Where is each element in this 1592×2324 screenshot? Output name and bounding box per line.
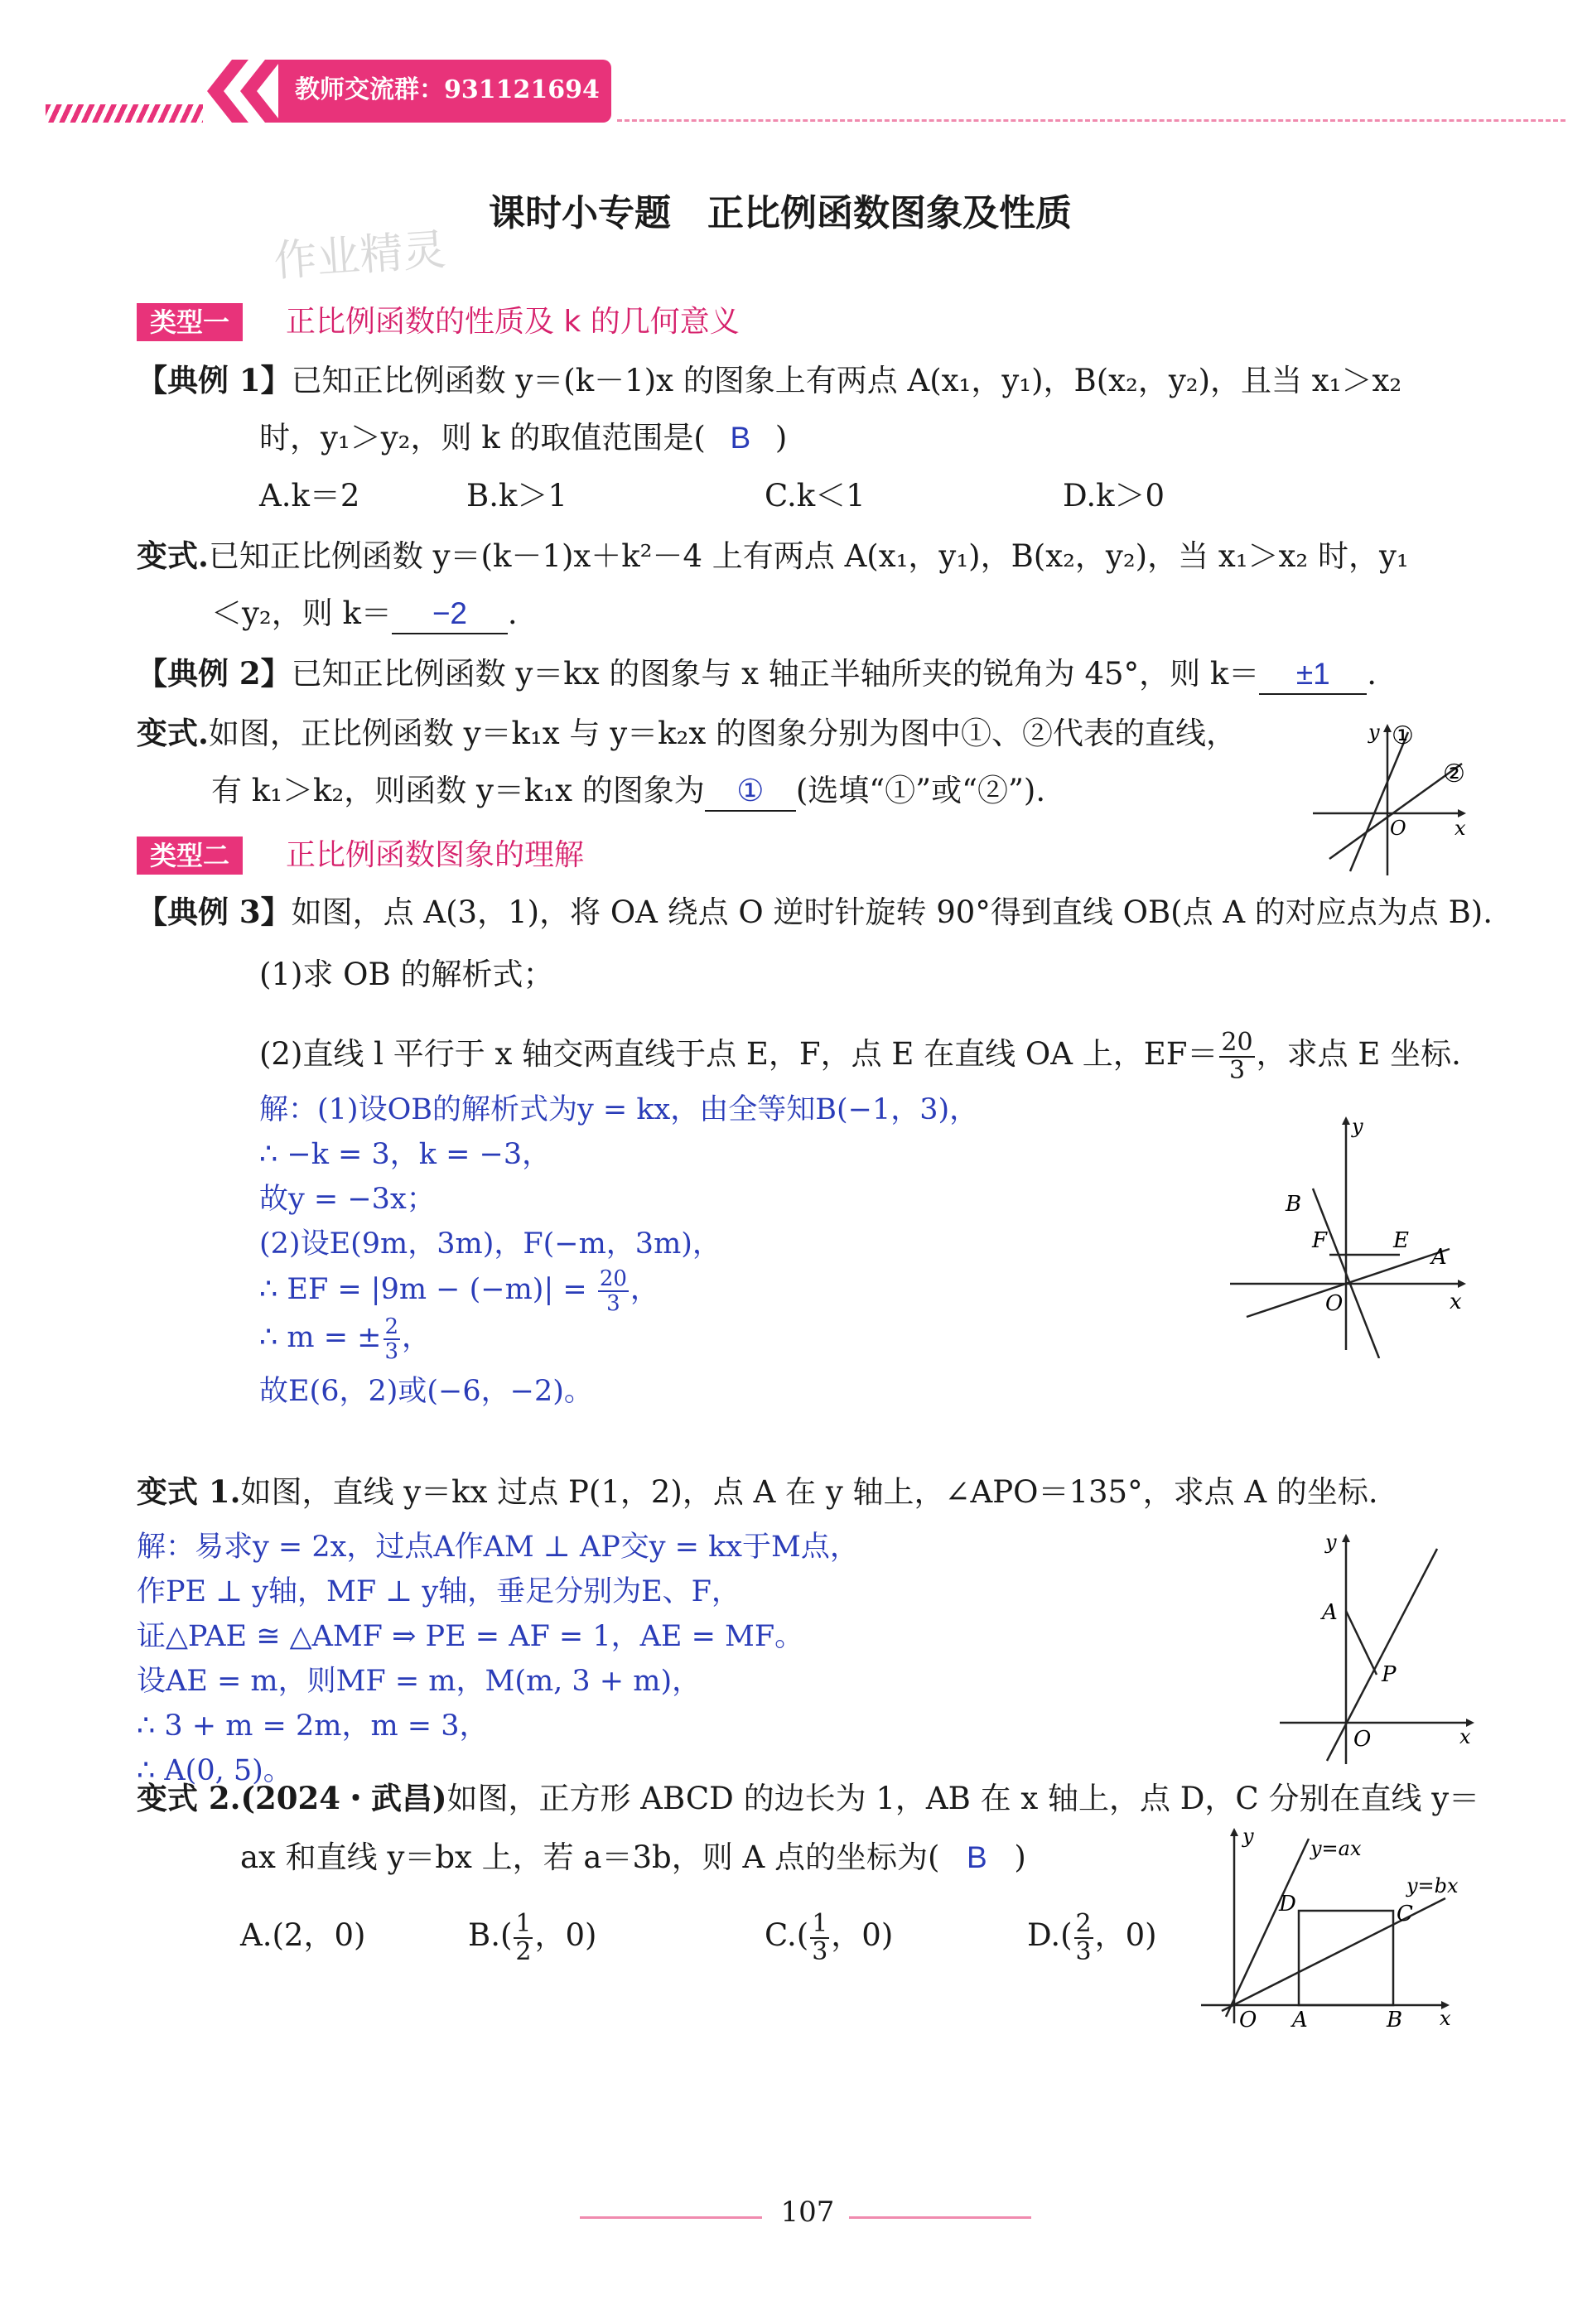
var4-d-label: D: [1279, 1892, 1296, 1917]
ex3-x-arrow-icon: [1458, 1280, 1466, 1288]
header-stripes: [46, 104, 203, 123]
ex3-sol5-den: 3: [606, 1290, 620, 1316]
ex1-option-b: B.k＞1: [466, 478, 567, 513]
ex3-sol5-text: ∴ EF = |9m − (−m)| =: [259, 1273, 596, 1306]
section1-tag: 类型一: [137, 303, 243, 341]
var4-option-b-den: 2: [515, 1936, 532, 1966]
ex3-text: 如图，点 A(3，1)，将 OA 绕点 O 逆时针旋转 90°得到直线 OB(点 A 的对应点为点 B).: [291, 894, 1493, 930]
ex3-sol6-text: ∴ m = ±: [259, 1321, 382, 1354]
var4-text2: ax 和直线 y＝bx 上，若 a＝3b，则 A 点的坐标为(: [240, 1839, 940, 1875]
var4-y-arrow-icon: [1230, 1828, 1238, 1836]
var3-line-ykx: [1327, 1549, 1437, 1761]
var4-ybx-label: y=bx: [1406, 1874, 1459, 1897]
var3-sol-4: 设AE = m，则MF = m，M(m, 3 + m)，: [137, 1665, 702, 1698]
ex3-label: 【典例 3】: [137, 894, 292, 930]
var4-square-abcd: [1299, 1911, 1393, 2005]
var4-y-label: y: [1242, 1825, 1254, 1848]
ex3-sol-7: 故E(6，2)或(−6，−2)。: [259, 1375, 593, 1408]
ex3-q2-text: (2)直线 l 平行于 x 轴交两直线于点 E，F，点 E 在直线 OA 上，EF＝: [259, 1036, 1218, 1072]
ex3-sol6-num: 2: [384, 1314, 399, 1339]
var4-text: 如图，正方形 ABCD 的边长为 1，AB 在 x 轴上，点 D，C 分别在直线 y＝: [446, 1781, 1480, 1816]
footer-rule-left: [580, 2216, 762, 2219]
header-group-label: 教师交流群：931121694: [295, 75, 600, 104]
var2-label: 变式.: [137, 715, 209, 751]
var1-line1: [137, 537, 1409, 576]
ex2-text: 已知正比例函数 y＝kx 的图象与 x 轴正半轴所夹的锐角为 45°，则 k＝: [291, 656, 1260, 692]
ex3-sol5-fraction: [598, 1267, 629, 1315]
var1-label: 变式.: [137, 538, 209, 574]
ex2-line: [137, 654, 1377, 695]
ex3-y-arrow-icon: [1342, 1116, 1350, 1125]
ex3-e-label: E: [1393, 1228, 1409, 1253]
var3-segment-ap: [1346, 1611, 1377, 1675]
var4-option-c-num: 1: [812, 1908, 828, 1938]
var3-text: 如图，直线 y＝kx 过点 P(1，2)，点 A 在 y 轴上，∠APO＝135°，求点 A 的坐标.: [240, 1474, 1378, 1510]
var4-figure: [1193, 1818, 1474, 2029]
ex2-answer: ±1: [1259, 655, 1367, 695]
var4-option-b-post: ，0): [534, 1917, 597, 1953]
header-chevrons-icon: [199, 60, 290, 123]
ex3-q2-end: ，求点 E 坐标.: [1256, 1036, 1461, 1072]
var2-text2: 有 k₁＞k₂，则函数 y＝k₁x 的图象为: [211, 773, 705, 808]
ex2-label: 【典例 2】: [137, 655, 292, 692]
var4-close: ): [1014, 1839, 1026, 1875]
var3-p-label: P: [1382, 1662, 1397, 1687]
ex3-sol6-den: 3: [384, 1338, 399, 1364]
var3-x-label: x: [1459, 1725, 1471, 1748]
ex3-sol6-fraction: [384, 1315, 401, 1363]
var2-text: 如图，正比例函数 y＝k₁x 与 y＝k₂x 的图象分别为图中①、②代表的直线，: [208, 716, 1237, 751]
header-dash-line: [617, 119, 1565, 122]
var3-line: [137, 1473, 1378, 1512]
var2-line2: [211, 772, 1045, 812]
var4-label: 变式 2.(2024・武昌): [137, 1780, 447, 1816]
ex3-q2: [259, 1027, 1461, 1085]
var4-line2: [240, 1839, 1026, 1877]
var4-a-label: A: [1292, 2008, 1308, 2029]
ex3-q2-den: 3: [1228, 1055, 1246, 1085]
var2-figure: [1309, 714, 1474, 880]
ex1-label: 【典例 1】: [137, 362, 292, 398]
ex3-line1: [137, 893, 1493, 932]
ex1-line2: [259, 419, 787, 457]
ex1-close: ): [774, 420, 788, 456]
var2-y-arrow-icon: [1383, 724, 1392, 732]
var4-option-c-den: 3: [812, 1936, 828, 1966]
var2-end: (选填“①”或“②”).: [795, 773, 1046, 808]
section2-title: 正比例函数图象的理解: [286, 838, 585, 872]
ex1-question: 时，y₁＞y₂，则 k 的取值范围是(: [259, 420, 706, 456]
ex3-x-label: x: [1450, 1290, 1462, 1314]
var2-line1: [137, 714, 1237, 753]
var1-line2: [211, 595, 518, 634]
var4-b-label: B: [1387, 2008, 1403, 2029]
var2-x-label: x: [1455, 817, 1466, 840]
var4-option-c-fraction: [810, 1908, 829, 1966]
ex1-answer: B: [730, 421, 751, 455]
var4-option-b-fraction: [514, 1908, 533, 1966]
ex3-sol5-end: ，: [630, 1273, 659, 1306]
var4-option-d-den: 3: [1075, 1936, 1092, 1966]
var1-text: 已知正比例函数 y＝(k－1)x＋k²－4 上有两点 A(x₁，y₁)，B(x₂，y₂)，当 x₁＞x₂ 时，y₁: [208, 538, 1409, 574]
ex3-sol5-num: 20: [599, 1266, 627, 1291]
ex1-text: 已知正比例函数 y＝(k－1)x 的图象上有两点 A(x₁，y₁)，B(x₂，y₂)，且当 x₁＞x₂: [291, 363, 1402, 398]
ex3-q2-fraction: [1219, 1029, 1254, 1084]
ex3-sol-2: ∴ −k = 3，k = −3，: [259, 1138, 552, 1171]
watermark: 作业精灵: [272, 224, 448, 287]
var4-option-d: [1027, 1908, 1157, 1966]
var3-a-label: A: [1322, 1600, 1338, 1625]
var2-y-label: y: [1368, 721, 1380, 744]
ex3-sol-3: 故y = −3x；: [259, 1183, 436, 1216]
var3-sol-1: 解：易求y = 2x，过点A作AM ⊥ AP交y = kx于M点，: [137, 1531, 859, 1564]
var3-y-arrow-icon: [1342, 1534, 1350, 1542]
var2-l2-label: ②: [1443, 759, 1465, 788]
ex3-sol-5: [259, 1264, 659, 1315]
ex3-f-label: F: [1312, 1228, 1328, 1253]
section2-tag: 类型二: [137, 837, 243, 875]
ex3-q2-num: 20: [1221, 1027, 1253, 1057]
var2-l1-label: ①: [1392, 721, 1414, 750]
ex3-o-label: O: [1325, 1291, 1344, 1316]
var1-end: .: [507, 595, 518, 631]
section1-title: 正比例函数的性质及 k 的几何意义: [286, 305, 740, 339]
var1-answer: −2: [392, 595, 508, 634]
var3-figure: [1276, 1524, 1483, 1772]
ex1-option-d: D.k＞0: [1063, 478, 1165, 513]
var3-sol-2: 作PE ⊥ y轴，MF ⊥ y轴，垂足分别为E、F，: [137, 1575, 741, 1608]
var3-y-label: y: [1325, 1531, 1337, 1554]
var4-option-b-pre: B.(: [468, 1917, 513, 1953]
ex3-a-label: A: [1431, 1245, 1447, 1270]
var4-option-d-post: ，0): [1094, 1917, 1157, 1953]
var4-line-yax: [1226, 1839, 1309, 2017]
ex3-y-label: y: [1352, 1115, 1363, 1138]
var4-o-label: O: [1239, 2008, 1257, 2029]
var4-x-label: x: [1440, 2007, 1451, 2029]
var4-answer: B: [967, 1840, 987, 1874]
ex1-option-a: A.k＝2: [259, 478, 360, 513]
var2-answer: ①: [705, 772, 796, 812]
var2-line-1: [1350, 732, 1408, 871]
ex1-line1: [137, 361, 1401, 400]
var4-option-c-pre: C.(: [765, 1917, 809, 1953]
page-title: 课时小专题 正比例函数图象及性质: [489, 192, 1072, 234]
var4-option-a: A.(2，0): [240, 1917, 366, 1953]
ex3-sol-1: 解：(1)设OB的解析式为y = kx，由全等知B(−1，3)，: [259, 1093, 979, 1126]
var4-option-d-pre: D.(: [1027, 1917, 1073, 1953]
var4-line1: [137, 1779, 1479, 1818]
footer-rule-right: [849, 2216, 1031, 2219]
var4-option-c-post: ，0): [831, 1917, 894, 1953]
var4-option-b-num: 1: [515, 1908, 532, 1938]
var4-option-d-num: 2: [1075, 1908, 1092, 1938]
var4-option-c: [765, 1908, 894, 1966]
var2-o-label: O: [1390, 817, 1406, 840]
ex2-end: .: [1367, 656, 1377, 692]
ex3-q1: (1)求 OB 的解析式；: [259, 957, 554, 992]
ex3-sol-4: (2)设E(9m，3m)，F(−m，3m)，: [259, 1227, 721, 1261]
var2-line-2: [1329, 764, 1462, 859]
page-number: 107: [780, 2196, 835, 2229]
var3-sol-6: ∴ A(0, 5)。: [137, 1754, 292, 1787]
ex3-sol6-end: ，: [402, 1321, 432, 1354]
var3-sol-5: ∴ 3 + m = 2m，m = 3，: [137, 1709, 489, 1743]
var4-c-label: C: [1397, 1902, 1413, 1926]
var1-text2: ＜y₂，则 k＝: [211, 595, 392, 631]
var4-option-d-fraction: [1074, 1908, 1093, 1966]
var3-o-label: O: [1353, 1727, 1372, 1752]
ex1-option-c: C.k＜1: [765, 478, 866, 513]
ex3-sol-6: [259, 1312, 431, 1363]
var4-option-b: [468, 1908, 597, 1966]
var3-sol-3: 证△PAE ≅ △AMF ⇒ PE = AF = 1，AE = MF。: [137, 1620, 804, 1653]
ex3-figure: [1226, 1110, 1474, 1358]
var4-yax-label: y=ax: [1310, 1837, 1362, 1860]
var3-label: 变式 1.: [137, 1473, 241, 1510]
ex3-b-label: B: [1286, 1192, 1302, 1217]
